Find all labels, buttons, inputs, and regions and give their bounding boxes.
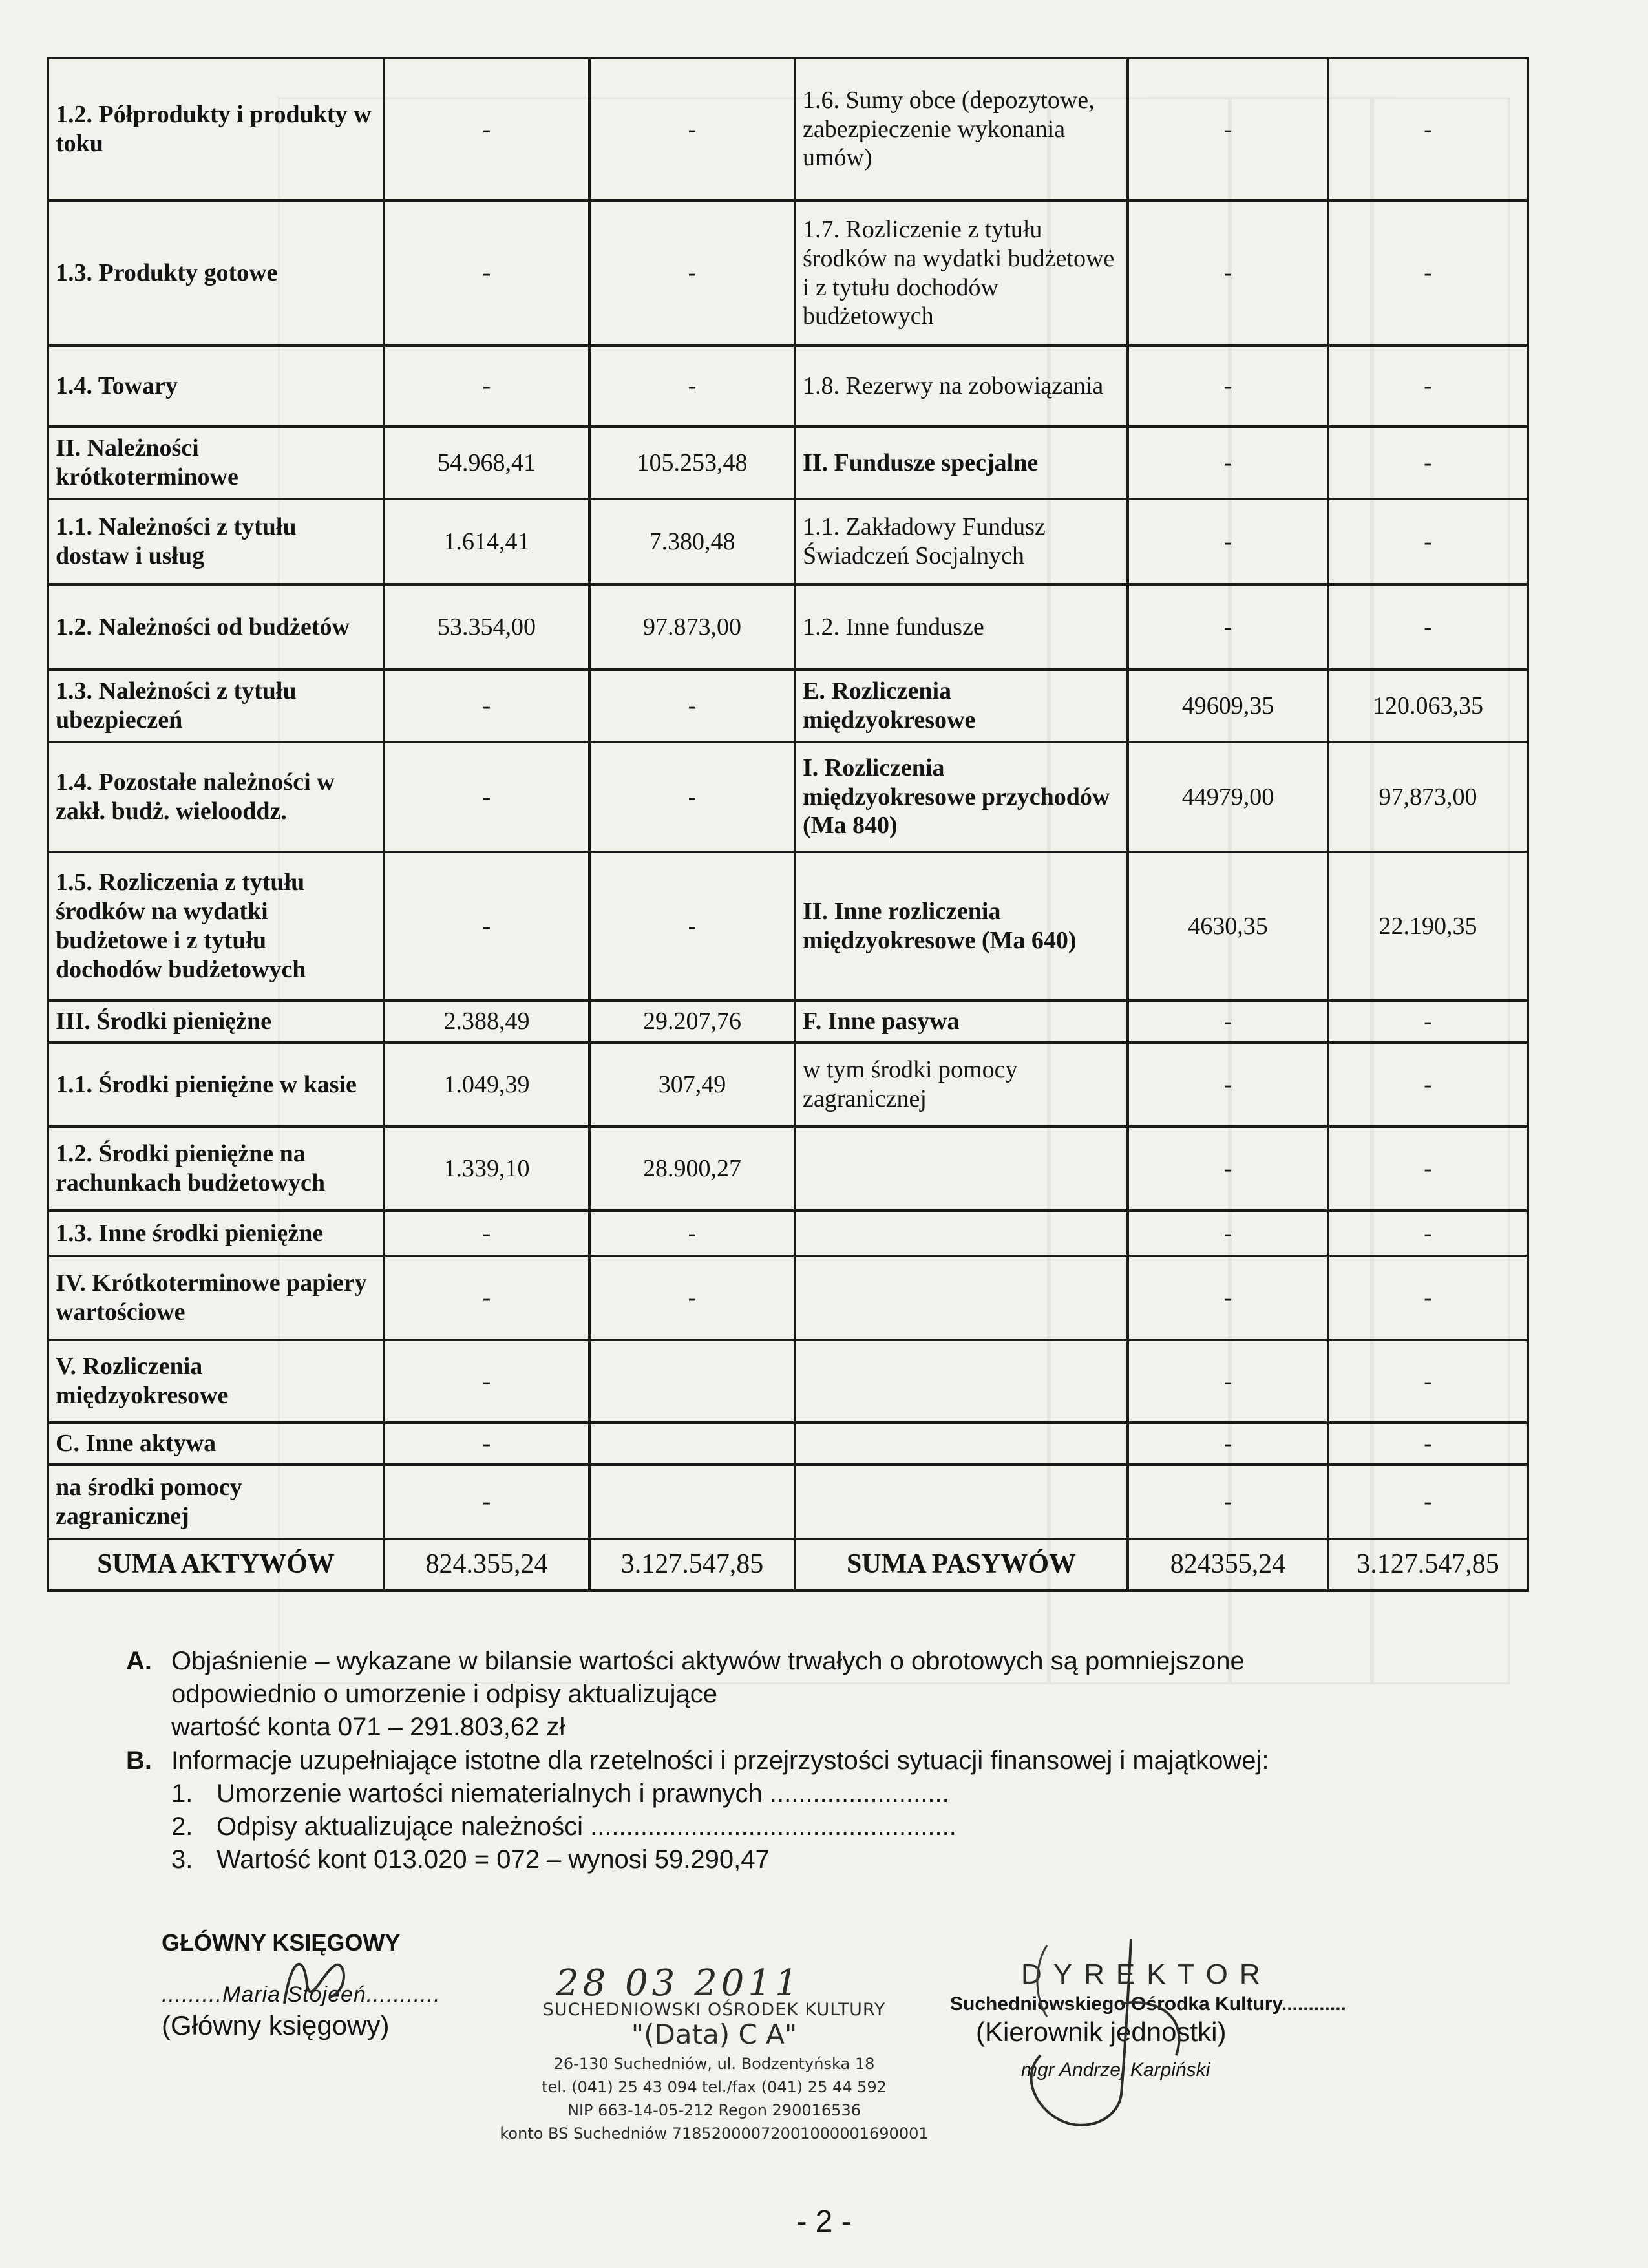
asset-value-end [589,1465,795,1539]
asset-label: 1.1. Należności z tytułu dostaw i usług [48,499,384,584]
list-item [126,1843,1580,1876]
director-name: mgr Andrzej Karpiński [1021,2059,1210,2081]
sum-assets-start: 824.355,24 [384,1539,589,1591]
note-a-marker: A. [126,1647,152,1675]
table-row [48,1001,1528,1043]
asset-value-start: - [384,1465,589,1539]
liability-value-start: - [1128,58,1328,200]
asset-label: IV. Krótkoterminowe papiery wartościowe [48,1256,384,1340]
asset-value-start: - [384,1211,589,1256]
asset-value-start: 1.049,39 [384,1043,589,1127]
page-number: - 2 - [796,2205,852,2239]
note-a-line3: wartość konta 071 – 291.803,62 zł [171,1713,565,1742]
asset-value-end: - [589,58,795,200]
note-b-line1: Informacje uzupełniające istotne dla rzetelności i przejrzystości sytuacji finansowej i majątkowej: [171,1746,1269,1775]
list-item [126,1810,1580,1843]
chief-accountant-name: .........Maria Stojeeń........... [162,1982,441,2007]
asset-label: 1.5. Rozliczenia z tytułu środków na wydatki budżetowe i z tytułu dochodów budżetowych [48,852,384,1001]
stamp-org-name: SUCHEDNIOWSKI OŚRODEK KULTURY [542,2000,886,2020]
asset-value-start: - [384,58,589,200]
liability-value-end: - [1328,200,1528,346]
liability-value-end: 120.063,35 [1328,670,1528,742]
asset-value-end: 7.380,48 [589,499,795,584]
liability-value-start: - [1128,346,1328,427]
liability-value-end: - [1328,1043,1528,1127]
asset-label: V. Rozliczenia międzyokresowe [48,1340,384,1423]
sum-row [48,1539,1528,1591]
asset-label: II. Należności krótkoterminowe [48,427,384,499]
director-signature-block [950,1958,1415,2081]
asset-value-end: - [589,670,795,742]
chief-accountant-title: GŁÓWNY KSIĘGOWY [162,1929,401,1956]
table-row [48,58,1528,200]
asset-value-start: 1.614,41 [384,499,589,584]
sum-assets-end: 3.127.547,85 [589,1539,795,1591]
liability-value-start: - [1128,1043,1328,1127]
asset-label: III. Środki pieniężne [48,1001,384,1043]
sum-assets-label: SUMA AKTYWÓW [48,1539,384,1591]
liability-value-end: - [1328,346,1528,427]
table-row [48,742,1528,852]
list-item-text: Umorzenie wartości niematerialnych i prawnych ......................... [217,1779,949,1808]
stamp-nip-regon: NIP 663-14-05-212 Regon 290016536 [567,2101,861,2119]
liability-value-start: - [1128,1211,1328,1256]
liability-label [795,1423,1128,1465]
liability-value-start: - [1128,1127,1328,1211]
asset-value-end [589,1340,795,1423]
asset-value-start: 1.339,10 [384,1127,589,1211]
sum-liabilities-label: SUMA PASYWÓW [795,1539,1128,1591]
list-item [126,1777,1580,1810]
liability-value-end: - [1328,427,1528,499]
table-row [48,1043,1528,1127]
liability-value-start: - [1128,1256,1328,1340]
table-row [48,346,1528,427]
liability-value-end: - [1328,1340,1528,1423]
liability-value-start: - [1128,584,1328,670]
note-a-line2: odpowiednio o umorzenie i odpisy aktualizujące [171,1680,717,1709]
liability-value-end: - [1328,1423,1528,1465]
liability-value-end: - [1328,1465,1528,1539]
liability-label: 1.2. Inne fundusze [795,584,1128,670]
liability-label [795,1256,1128,1340]
liability-label [795,1127,1128,1211]
asset-value-end: - [589,200,795,346]
stamp-address: 26-130 Suchedniów, ul. Bodzentyńska 18 [553,2055,875,2073]
institution-stamp [491,2000,937,2143]
liability-value-start: - [1128,427,1328,499]
table-row [48,670,1528,742]
notes-section [126,1645,1580,1876]
liability-label: 1.6. Sumy obce (depozytowe, zabezpieczenie wykonania umów) [795,58,1128,200]
liability-label [795,1211,1128,1256]
table-row [48,584,1528,670]
asset-label: na środki pomocy zagranicznej [48,1465,384,1539]
liability-label: II. Inne rozliczenia międzyokresowe (Ma 640) [795,852,1128,1001]
note-b-marker: B. [126,1746,152,1775]
table-row [48,852,1528,1001]
sum-liabilities-end: 3.127.547,85 [1328,1539,1528,1591]
liability-value-start: 49609,35 [1128,670,1328,742]
asset-label: 1.4. Towary [48,346,384,427]
asset-value-start: - [384,1340,589,1423]
table-row [48,499,1528,584]
stamp-date-caption: "(Data) C A" [631,2019,798,2050]
asset-label: 1.4. Pozostałe należności w zakł. budż. wielooddz. [48,742,384,852]
liability-label: E. Rozliczenia międzyokresowe [795,670,1128,742]
asset-value-start: - [384,852,589,1001]
asset-value-start: - [384,742,589,852]
table-row [48,1465,1528,1539]
stamp-bank-account: konto BS Suchedniów 71852000072001000001690001 [500,2125,929,2143]
asset-label: 1.2. Półprodukty i produkty w toku [48,58,384,200]
director-institution: Suchedniowskiego Ośrodka Kultury............ [950,1993,1346,2015]
list-item-number: 2. [171,1812,193,1841]
asset-value-start: 53.354,00 [384,584,589,670]
asset-value-end: - [589,346,795,427]
asset-value-end: 307,49 [589,1043,795,1127]
asset-value-end: - [589,852,795,1001]
balance-rows [48,58,1528,1591]
asset-value-start: - [384,670,589,742]
chief-accountant-caption: (Główny księgowy) [162,2010,390,2040]
liability-value-end: - [1328,1001,1528,1043]
liability-value-end: 97,873,00 [1328,742,1528,852]
asset-value-start: - [384,200,589,346]
table-row [48,427,1528,499]
asset-value-end [589,1423,795,1465]
note-a-line1: Objaśnienie – wykazane w bilansie wartości aktywów trwałych o obrotowych są pomniejszone [171,1647,1245,1675]
asset-value-start: 54.968,41 [384,427,589,499]
asset-label: 1.1. Środki pieniężne w kasie [48,1043,384,1127]
table-row [48,1340,1528,1423]
asset-value-end: 97.873,00 [589,584,795,670]
liability-label [795,1340,1128,1423]
liability-value-end: - [1328,1211,1528,1256]
liability-value-start: 44979,00 [1128,742,1328,852]
table-row [48,200,1528,346]
asset-label: 1.2. Środki pieniężne na rachunkach budżetowych [48,1127,384,1211]
liability-label: 1.1. Zakładowy Fundusz Świadczeń Socjalnych [795,499,1128,584]
asset-value-end: - [589,742,795,852]
asset-label: 1.3. Inne środki pieniężne [48,1211,384,1256]
asset-label: C. Inne aktywa [48,1423,384,1465]
liability-label: w tym środki pomocy zagranicznej [795,1043,1128,1127]
asset-value-start: - [384,1256,589,1340]
liability-value-start: - [1128,1340,1328,1423]
liability-value-end: - [1328,1127,1528,1211]
list-item-text: Odpisy aktualizujące należności ................................................... [217,1812,956,1841]
table-row [48,1127,1528,1211]
liability-value-start: - [1128,1001,1328,1043]
balance-table [47,57,1529,1592]
note-b [126,1744,1580,1777]
liability-value-end: - [1328,584,1528,670]
liability-label: F. Inne pasywa [795,1001,1128,1043]
list-item-number: 3. [171,1845,193,1874]
handwritten-date: 28 03 2011 [556,1962,802,2004]
liability-value-end: - [1328,1256,1528,1340]
table-row [48,1256,1528,1340]
asset-value-end: 105.253,48 [589,427,795,499]
asset-label: 1.3. Produkty gotowe [48,200,384,346]
asset-value-start: 2.388,49 [384,1001,589,1043]
liability-label [795,1465,1128,1539]
director-title: DYREKTOR [1021,1958,1272,1990]
asset-value-start: - [384,1423,589,1465]
liability-value-start: - [1128,1465,1328,1539]
liability-label: I. Rozliczenia międzyokresowe przychodów (Ma 840) [795,742,1128,852]
asset-label: 1.2. Należności od budżetów [48,584,384,670]
liability-value-end: 22.190,35 [1328,852,1528,1001]
chief-accountant-signature-block [162,1929,523,2041]
list-item-text: Wartość kont 013.020 = 072 – wynosi 59.290,47 [217,1845,770,1874]
liability-value-start: 4630,35 [1128,852,1328,1001]
sum-liabilities-start: 824355,24 [1128,1539,1328,1591]
liability-label: II. Fundusze specjalne [795,427,1128,499]
liability-value-end: - [1328,58,1528,200]
stamp-phone: tel. (041) 25 43 094 tel./fax (041) 25 44 592 [542,2078,887,2096]
asset-label: 1.3. Należności z tytułu ubezpieczeń [48,670,384,742]
table-row [48,1211,1528,1256]
liability-label: 1.7. Rozliczenie z tytułu środków na wydatki budżetowe i z tytułu dochodów budżetowych [795,200,1128,346]
liability-value-start: - [1128,200,1328,346]
asset-value-end: - [589,1256,795,1340]
liability-value-end: - [1328,499,1528,584]
director-caption: (Kierownik jednostki) [976,2017,1227,2047]
asset-value-start: - [384,346,589,427]
asset-value-end: 29.207,76 [589,1001,795,1043]
liability-label: 1.8. Rezerwy na zobowiązania [795,346,1128,427]
asset-value-end: - [589,1211,795,1256]
liability-value-start: - [1128,499,1328,584]
liability-value-start: - [1128,1423,1328,1465]
table-row [48,1423,1528,1465]
note-a [126,1645,1580,1678]
list-item-number: 1. [171,1779,193,1808]
asset-value-end: 28.900,27 [589,1127,795,1211]
